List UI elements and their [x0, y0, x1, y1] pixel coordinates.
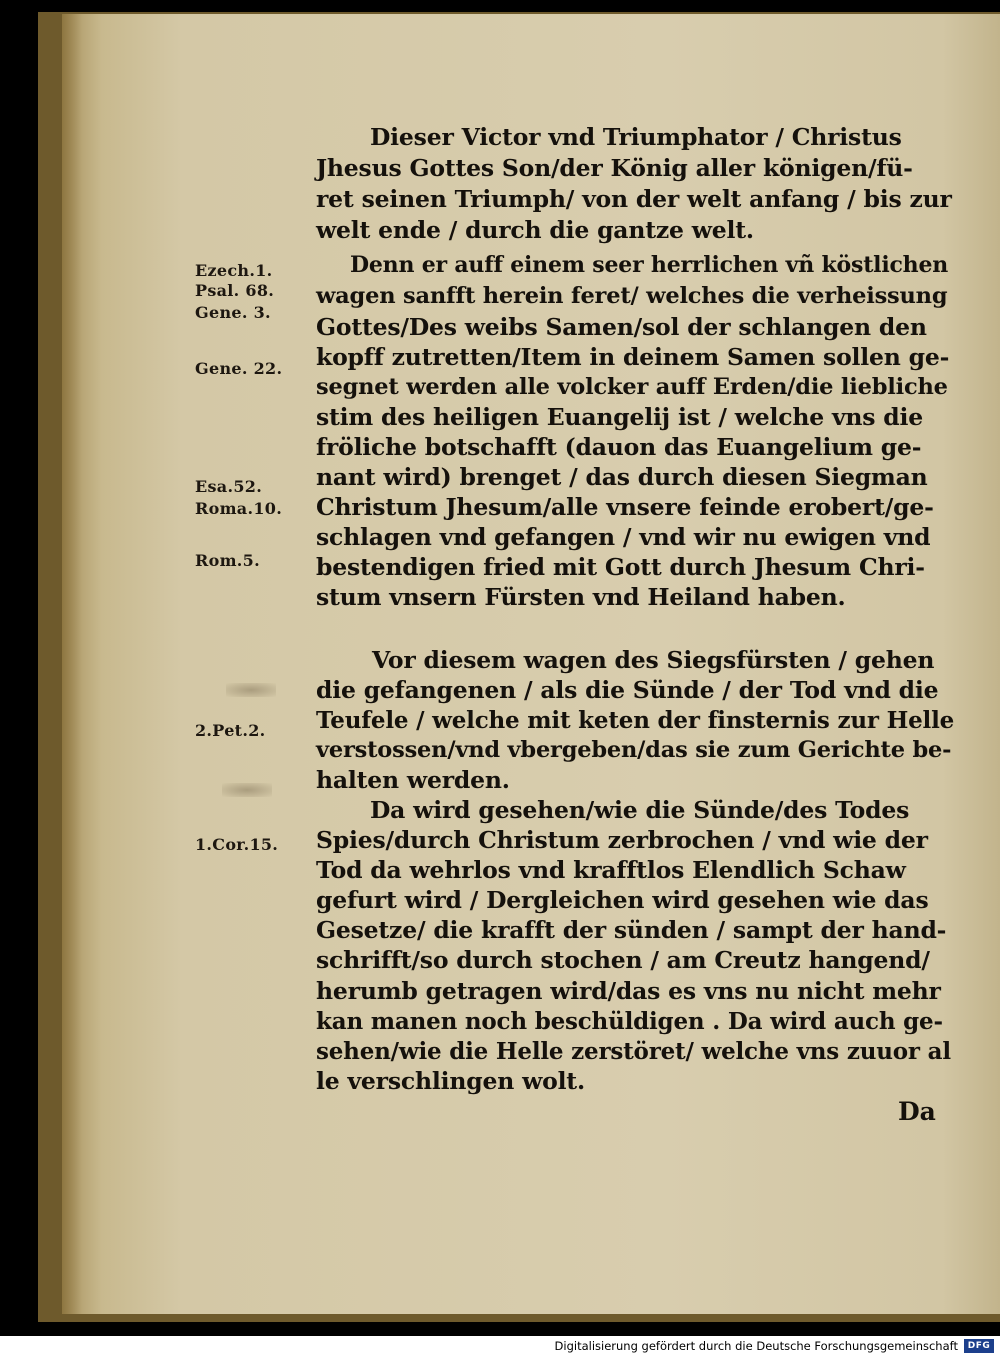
text-line: ret seinen Triumph/ von der welt anfang / bis zur — [316, 185, 952, 213]
text-line: le verschlingen wolt. — [316, 1067, 585, 1095]
text-line: fröliche botschafft (dauon das Euangelium ge- — [316, 433, 922, 461]
ink-smudge — [222, 783, 272, 797]
text-line: segnet werden alle volcker auff Erden/die liebliche — [316, 374, 948, 400]
margin-note: Gene. 3. — [195, 303, 271, 322]
margin-note: Rom.5. — [195, 551, 260, 570]
text-line: Christum Jhesum/alle vnsere feinde erobert/ge- — [316, 493, 934, 521]
text-line: Jhesus Gottes Son/der König aller königen/fü- — [316, 154, 913, 182]
text-line: Dieser Victor vnd Triumphator / Christus — [370, 123, 902, 151]
text-line: stum vnsern Fürsten vnd Heiland haben. — [316, 583, 846, 611]
text-line: halten werden. — [316, 766, 510, 794]
text-line: gefurt wird / Dergleichen wird gesehen wie das — [316, 886, 929, 914]
text-line: bestendigen fried mit Gott durch Jhesum Chri- — [316, 553, 925, 581]
text-line: sehen/wie die Helle zerstöret/ welche vns zuuor al — [316, 1038, 951, 1065]
catchword: Da — [898, 1097, 936, 1126]
margin-note: Gene. 22. — [195, 359, 283, 378]
ink-smudge — [226, 683, 276, 697]
text-line: welt ende / durch die gantze welt. — [316, 216, 754, 244]
text-line: Da wird gesehen/wie die Sünde/des Todes — [370, 796, 910, 824]
text-line: herumb getragen wird/das es vns nu nicht mehr — [316, 977, 941, 1005]
text-line: Gesetze/ die krafft der sünden / sampt der hand- — [316, 916, 947, 944]
dfg-logo: DFG — [964, 1339, 994, 1353]
text-line: die gefangenen / als die Sünde / der Tod vnd die — [316, 676, 939, 704]
text-line: verstossen/vnd vbergeben/das sie zum Gerichte be- — [316, 737, 952, 763]
margin-note: Ezech.1. — [195, 261, 273, 280]
margin-note: 2.Pet.2. — [195, 721, 266, 740]
margin-note: Roma.10. — [195, 499, 283, 518]
margin-note: Esa.52. — [195, 477, 263, 496]
text-line: Vor diesem wagen des Siegsfürsten / gehen — [372, 646, 935, 674]
text-line: Teufele / welche mit keten der finsternis zur Helle — [316, 707, 955, 734]
text-line: Spies/durch Christum zerbrochen / vnd wie der — [316, 826, 928, 854]
text-line: schrifft/so durch stochen / am Creutz hangend/ — [316, 946, 930, 974]
text-line: wagen sanfft herein feret/ welches die verheissung — [316, 283, 948, 309]
text-line: Tod da wehrlos vnd krafftlos Elendlich Schaw — [316, 856, 906, 884]
text-line: kan manen noch beschüldigen . Da wird auch ge- — [316, 1008, 943, 1035]
text-line: Denn er auff einem seer herrlichen vñ köstlichen — [350, 252, 949, 278]
margin-note: 1.Cor.15. — [195, 835, 279, 854]
funding-notice: Digitalisierung gefördert durch die Deutsche Forschungsgemeinschaft — [554, 1339, 958, 1353]
text-line: schlagen vnd gefangen / vnd wir nu ewigen vnd — [316, 523, 931, 551]
margin-note: Psal. 68. — [195, 281, 275, 300]
text-line: kopff zutretten/Item in deinem Samen sollen ge- — [316, 343, 950, 371]
text-line: stim des heiligen Euangelij ist / welche vns die — [316, 403, 924, 431]
text-line: Gottes/Des weibs Samen/sol der schlangen den — [316, 313, 927, 341]
footer-bar — [0, 1336, 1000, 1357]
text-line: nant wird) brenget / das durch diesen Siegman — [316, 463, 928, 491]
